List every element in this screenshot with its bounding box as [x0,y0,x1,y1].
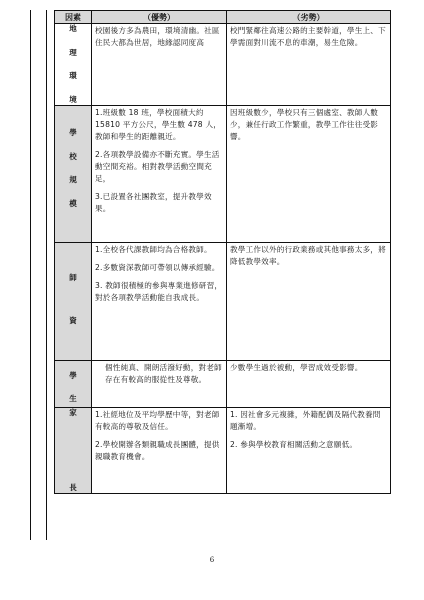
weakness-cell-parent [227,408,391,494]
page-number: 6 [209,556,215,564]
label-char: 環 [69,71,77,80]
label-char: 學 [69,371,77,380]
weakness-text: 因班級數少，學校只有三個處室、教師人數少，兼任行政工作繁重，教學工作往往受影響。 [230,108,379,141]
weakness-text: 少數學生過於被動，學習成效受影響。 [230,363,363,372]
strength-text: 2.學校開辦各類親職成長團體，提供親職教育機會。 [95,440,220,461]
label-char: 理 [69,47,77,57]
strength-cell-school [92,106,227,243]
row-label-geo [55,24,92,106]
label-char: 模 [69,198,77,208]
weakness-cell-school [227,106,391,243]
label-char: 學 [69,128,77,137]
weakness-cell-geo [227,24,391,106]
label-char: 資 [69,315,77,325]
strength-text: 1.班級數 18 班，學校面積大約 15810 平方公尺，學生數 478 人，教師和學生的距離親近。 [95,108,222,141]
label-char: 境 [69,94,77,104]
strength-text: 2.多數資深教師可帶領以傳承經驗。 [95,263,220,272]
header-weakness: （劣勢） [227,11,391,24]
weakness-text: 2. 參與學校教育相關活動之意願低。 [230,440,358,449]
strength-cell-teacher [92,243,227,361]
row-label-school [55,106,92,243]
strength-cell-geo [92,24,227,106]
label-char: 地 [69,24,77,33]
strength-text: 3.已設置各社團教室，提升教學效果。 [95,192,212,213]
strength-text: 個性純真、開朗活潑好動，對老師存在有較高的服從性及尊敬。 [105,363,222,384]
header-row [55,11,391,24]
row-label-student [55,361,92,408]
swot-table [54,10,391,494]
label-char: 生 [69,393,77,403]
table-row-school [55,106,391,243]
weakness-text: 校門緊鄰往高速公路的主要幹道，學生上、下學需面對川流不息的車潮，易生危險。 [230,26,386,47]
header-factor: 因素 [55,11,92,24]
strength-text: 2.各項教學設備亦不斷充實。學生活動空間充裕。相對教學活動空間充足， [95,150,220,183]
strength-cell-parent [92,408,227,494]
weakness-cell-student [227,361,391,408]
strength-text: 1.社經地位及平均學歷中等，對老師有較高的尊敬及信任。 [95,410,220,431]
weakness-cell-teacher [227,243,391,361]
table-row-parent [55,408,391,494]
margin-line-right [46,10,47,540]
margin-line-left [30,10,31,540]
header-strength: （優勢） [92,11,227,24]
label-char: 長 [69,482,77,492]
label-char: 規 [69,175,77,184]
strength-text: 1.全校各代課教師均為合格教師。 [95,245,212,254]
table-row-teacher [55,243,391,361]
row-label-parent [55,408,92,494]
strength-text: 3. 教師很積極的參與專業進修研習，對於各項教學活動能自我成長。 [95,281,223,302]
table-row-student [55,361,391,408]
strength-cell-student [92,361,227,408]
row-label-teacher [55,243,92,361]
table-row-geo [55,24,391,106]
weakness-text: 1. 因社會多元複雜，外籍配偶及隔代教養問題漸增。 [230,410,381,431]
label-char: 師 [69,273,77,282]
label-char: 校 [69,151,77,161]
label-char: 家 [69,408,77,417]
strength-text: 校園後方多為農田，環境清幽。社區住民大都為世居，地緣認同度高 [95,26,220,47]
weakness-text: 教學工作以外的行政業務或其他事務太多，將降低教學效率。 [230,245,386,266]
